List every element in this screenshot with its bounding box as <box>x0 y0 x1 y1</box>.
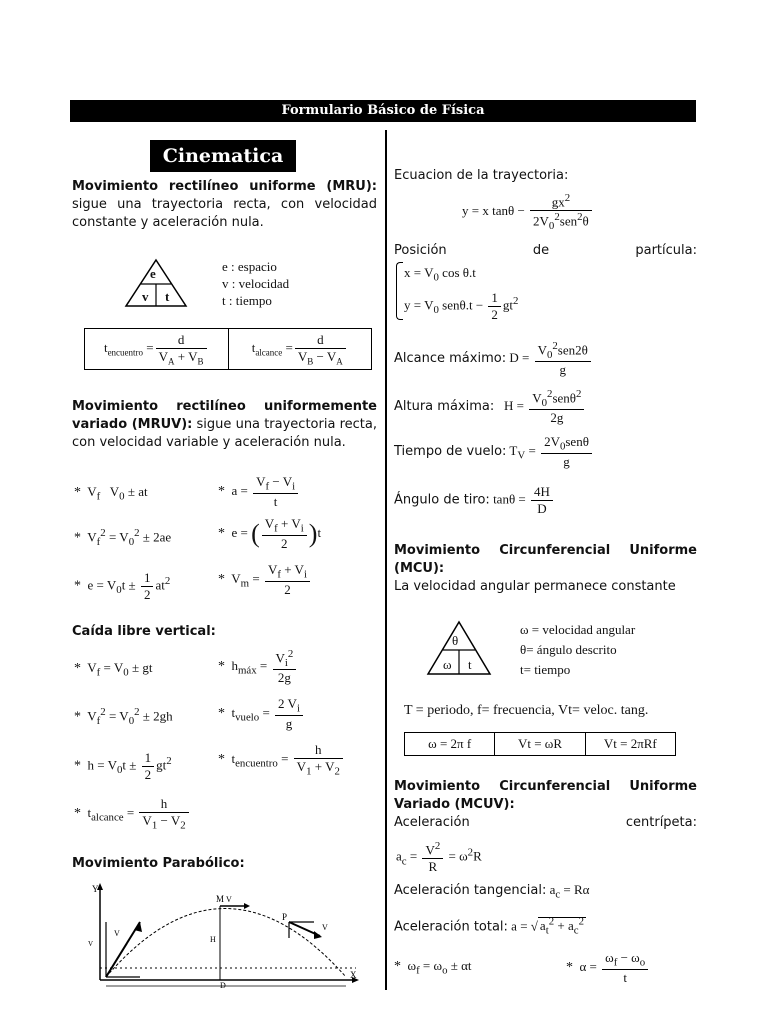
mru-text: sigue una trayectoria recta, con velocidad constante y aceleración nula. <box>72 197 377 230</box>
mcu-box-2: Vt = ωR <box>495 733 585 755</box>
t-encuentro-cell: $t_{encuentro}$ = $\frac{d}{V_A + V_B}$ <box>85 329 229 369</box>
mruv-text: sigue una trayectoria recta, con velocidad variable y aceleración nula. <box>72 417 377 450</box>
altura-eq: Altura máxima: H = $\frac{V_0^2sen\theta^2}{2g}$ <box>394 388 586 426</box>
svg-text:V: V <box>114 929 120 938</box>
mcu-paragraph <box>394 542 697 596</box>
svg-text:Y: Y <box>92 884 99 894</box>
mru-legend <box>222 258 372 309</box>
mcu-heading: Movimiento Circunferencial Uniforme (MCU): <box>394 543 697 576</box>
mru-tri-br: t <box>165 289 170 304</box>
mruv-f6: * $V_m$ = $\frac{V_f + V_i}{2}$ <box>218 562 312 598</box>
system-brace <box>396 262 403 320</box>
mru-paragraph <box>72 178 377 232</box>
mcuv-f1: * $\omega_f = \omega_o \pm \alpha t$ <box>394 958 472 977</box>
svg-text:V: V <box>88 940 94 948</box>
mruv-heading: Movimiento rectilíneo uniformemente variado (MRUV): <box>72 399 377 432</box>
parabolico-heading: Movimiento Parabólico: <box>72 856 245 871</box>
centripeta-eq: $a_c$ = $\frac{V^2}{R}$ = $\omega^2R$ <box>396 840 482 875</box>
mru-tri-top: e <box>150 266 156 281</box>
caida-f6: * $t_{encuentro}$ = $\frac{h}{V_1 + V_2}$ <box>218 742 345 778</box>
mruv-f1: * $V_f$ $V_0$ ± at <box>74 484 148 503</box>
mcu-box-1: ω = 2π f <box>405 733 495 755</box>
parabolic-diagram <box>84 880 364 990</box>
svg-text:M: M <box>216 894 225 904</box>
mruv-paragraph <box>72 398 377 452</box>
total-eq: Aceleración total: a = √ $a_t^2 + a_c^2$ <box>394 916 584 937</box>
page-header: Formulario Básico de Física <box>70 100 696 122</box>
mru-legend-e: e : espacio <box>222 259 277 274</box>
mru-tri-bl: v <box>142 289 149 304</box>
svg-text:D: D <box>220 981 226 990</box>
mcu-formula-box <box>404 732 676 756</box>
svg-text:X: X <box>350 970 357 980</box>
mcu-periodo: T = periodo, f= frecuencia, Vt= veloc. tang. <box>404 703 649 718</box>
mru-formula-box <box>84 328 372 370</box>
mcu-triangle <box>426 620 492 676</box>
mcuv-heading: Movimiento Circunferencial Uniforme Variado (MCUV): <box>394 779 697 812</box>
posicion-y: $y = V_0$ senθ.t − $\frac{1}{2}$ $gt^2$ <box>404 290 519 322</box>
caida-f1: * $V_f = V_0$ ± gt <box>74 660 153 679</box>
mcu-legend <box>520 620 635 680</box>
alcance-eq: Alcance máximo: D = $\frac{V_0^2sen2\theta}{g}$ <box>394 340 593 378</box>
mruv-f2: * a = $\frac{V_f - V_i}{t}$ <box>218 474 300 510</box>
caida-f4: * $t_{vuelo}$ = $\frac{2 V_i}{g}$ <box>218 696 305 732</box>
caida-f2: * $h_{máx}$ = $\frac{V_i^2}{2g}$ <box>218 648 298 686</box>
svg-text:H: H <box>210 935 216 944</box>
mcu-box-3: Vt = 2πRf <box>603 736 657 751</box>
mcu-legend-omega: ω = velocidad angular <box>520 622 636 637</box>
tangencial-eq: Aceleración tangencial: $a_c = R\alpha$ <box>394 882 590 901</box>
mcu-text: La velocidad angular permanece constante <box>394 579 676 594</box>
t-alcance-cell: $t_{alcance}$ = $\frac{d}{V_B - V_A}$ <box>229 329 372 369</box>
column-divider <box>385 130 387 990</box>
mruv-f5: * $e = V_0t$ ± $\frac{1}{2}$ $at^2$ <box>74 570 171 602</box>
caida-heading: Caída libre vertical: <box>72 624 216 639</box>
mru-triangle <box>124 258 188 308</box>
caida-f3: * $V_f^2 = V_0^2 \pm 2gh$ <box>74 706 173 727</box>
svg-text:V: V <box>226 895 232 904</box>
caida-f5: * $h = V_0t$ ± $\frac{1}{2}$ $gt^2$ <box>74 750 172 782</box>
mcu-tri-br: t <box>468 657 472 672</box>
section-title: Cinematica <box>150 140 296 172</box>
mcu-tri-bl: ω <box>443 657 452 672</box>
mruv-f4: * e = ( $\frac{V_f + V_i}{2}$ )t <box>218 516 322 551</box>
mcu-legend-theta: θ= ángulo descrito <box>520 642 617 657</box>
mruv-f3: * $V_f^2 = V_0^2 \pm 2ae$ <box>74 527 172 548</box>
mru-legend-v: v : velocidad <box>222 276 290 291</box>
angulo-eq: Ángulo de tiro: tanθ = $\frac{4H}{D}$ <box>394 484 555 517</box>
mcu-legend-t: t= tiempo <box>520 662 571 677</box>
svg-text:P: P <box>282 912 288 922</box>
centripeta-label: Aceleración centrípeta: <box>394 815 697 830</box>
mru-heading: Movimiento rectilíneo uniforme (MRU): <box>72 179 377 194</box>
mru-legend-t: t : tiempo <box>222 293 272 308</box>
trayectoria-label: Ecuacion de la trayectoria: <box>394 168 569 183</box>
svg-text:V: V <box>322 923 328 932</box>
mcuv-f2: * α = $\frac{\omega_f - \omega_o}{t}$ <box>566 950 650 986</box>
mcu-tri-top: θ <box>452 633 459 648</box>
tiempo-eq: Tiempo de vuelo: $T_V$ = $\frac{2V_0sen\theta}{g}$ <box>394 434 594 470</box>
posicion-label: Posición de partícula: <box>394 243 697 258</box>
posicion-x: $x = V_0$ cos θ.t <box>404 265 476 284</box>
caida-f7: * $t_{alcance}$ = $\frac{h}{V_1 - V_2}$ <box>74 796 191 832</box>
trayectoria-eq: y = x tanθ − $\frac{gx^2}{2V_0^2sen^2\theta}$ <box>462 192 594 232</box>
